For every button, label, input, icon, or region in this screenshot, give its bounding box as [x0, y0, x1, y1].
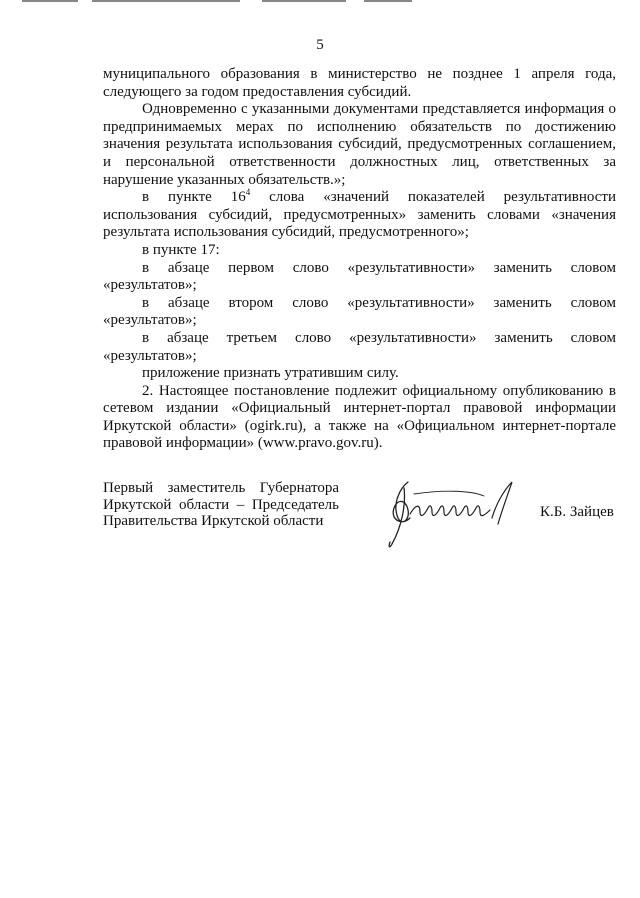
paragraph-text: слова «значений показателей результативности использования субсидий, предусмотренных» заменить словами «значения результата использования субсидий, предусмотренного»;	[103, 189, 616, 241]
signatory-title-line: Правительства Иркутской области	[103, 513, 324, 529]
signatory-name: К.Б. Зайцев	[540, 504, 614, 520]
signature-block	[103, 480, 616, 560]
paragraph: приложение признать утратившим силу.	[142, 365, 399, 382]
paragraph: в пункте 17:	[142, 241, 220, 258]
superscript: 4	[245, 187, 251, 198]
signatory-title-line: Иркутской области – Председатель	[103, 496, 339, 513]
document-body	[103, 66, 616, 453]
paragraph: Одновременно с указанными документами представляется информация о предпринимаемых мерах по исполнению обязательств по достижению значения результата использования субсидий, предусмотренных соглашением, и персональной ответственности должностных лиц, ответственных за нарушение указанных обязательств.»;	[103, 101, 616, 188]
paragraph: муниципального образования в министерство не позднее 1 апреля года, следующего за годом предоставления субсидий.	[103, 66, 616, 100]
paragraph: в абзаце втором слово «результативности» заменить словом «результатов»;	[103, 294, 616, 329]
paragraph: 2. Настоящее постановление подлежит официальному опубликованию в сетевом издании «Официальный интернет-портал правовой информации Иркутской области» (ogirk.ru), а также на «Официальном интернет-портале правовой информации» (www.pravo.gov.ru).	[103, 382, 616, 452]
signatory-title-line: Первый заместитель Губернатора	[103, 480, 339, 496]
top-edge-line	[22, 0, 78, 2]
signatory-title	[103, 480, 339, 530]
top-edge-line	[92, 0, 240, 2]
top-edge-line	[364, 0, 412, 2]
paragraph	[103, 189, 616, 242]
top-edge-line	[262, 0, 346, 2]
paragraph: в абзаце третьем слово «результативности» заменить словом «результатов»;	[103, 329, 616, 364]
paragraph: в абзаце первом слово «результативности» заменить словом «результатов»;	[103, 259, 616, 294]
page-number: 5	[316, 37, 324, 53]
handwritten-signature	[380, 474, 530, 552]
paragraph-text: в пункте 16	[142, 189, 246, 206]
